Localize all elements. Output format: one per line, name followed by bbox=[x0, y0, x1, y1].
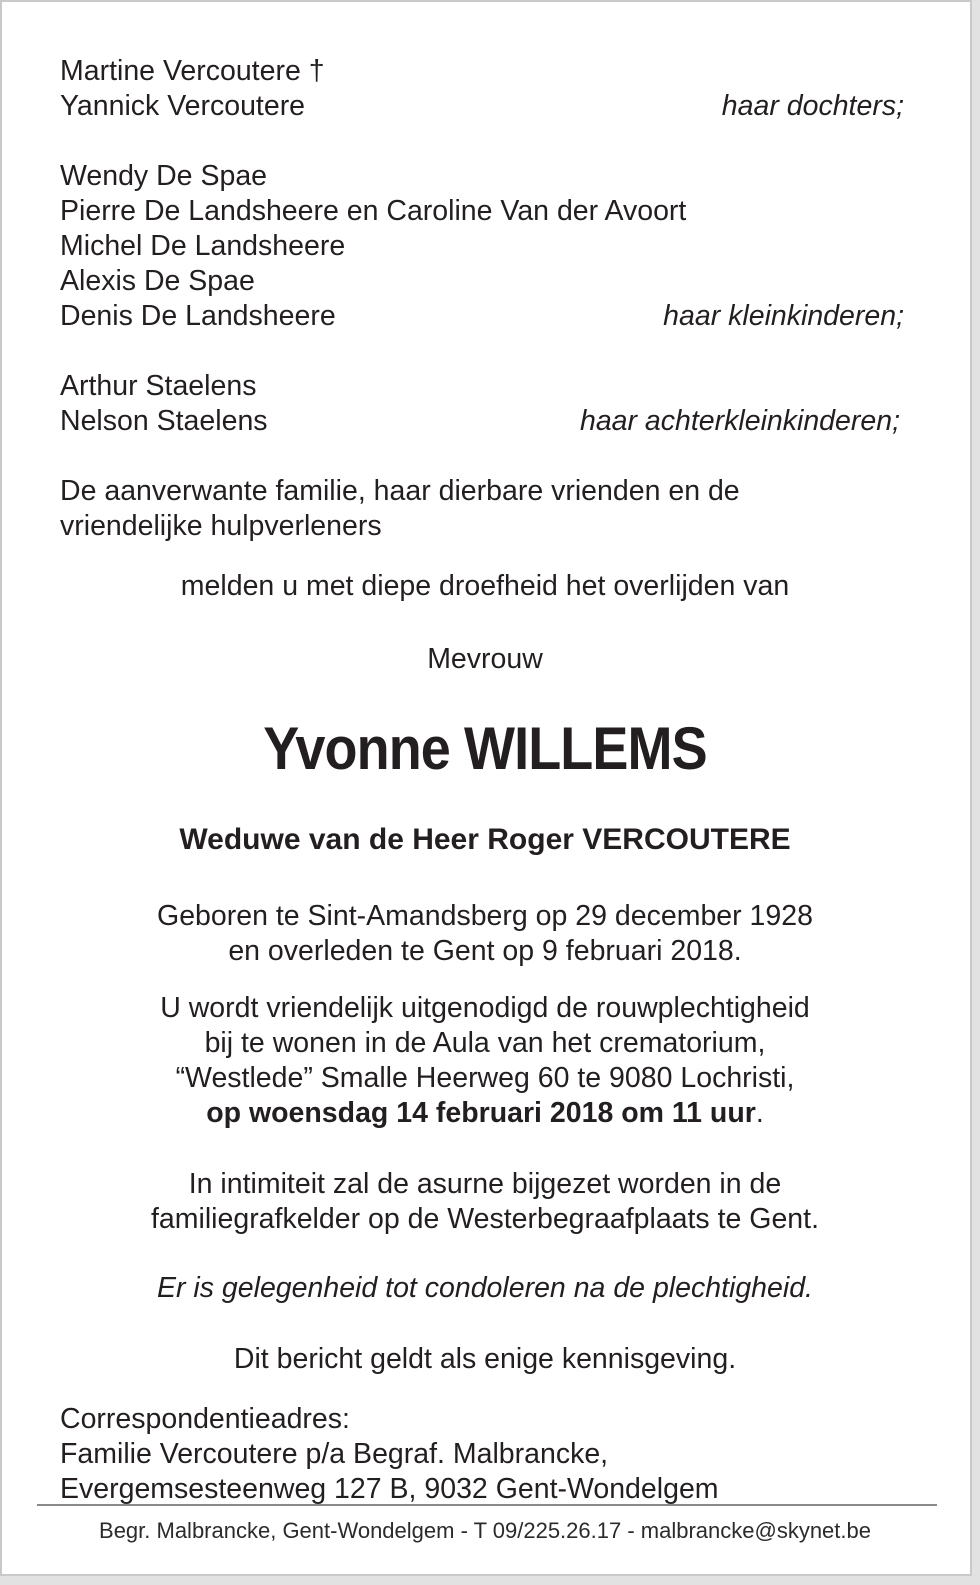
footer-contact: Begr. Malbrancke, Gent-Wondelgem - T 09/225.26.17 - malbrancke@skynet.be bbox=[99, 1518, 871, 1543]
widow-of: Weduwe van de Heer Roger VERCOUTERE bbox=[179, 823, 791, 856]
correspondence-line: Familie Vercoutere p/a Begraf. Malbrancke, bbox=[60, 1438, 609, 1470]
interment-line: familiegrafkelder op de Westerbegraafplaats te Gent. bbox=[150, 1203, 819, 1235]
death-line: en overleden te Gent op 9 februari 2018. bbox=[228, 935, 742, 967]
ceremony-date bbox=[2, 1096, 968, 1131]
great-grandchild-name: Nelson Staelens bbox=[60, 405, 268, 437]
grandchild-name: Wendy De Spae bbox=[60, 160, 268, 192]
deceased-name: Yvonne WILLEMS bbox=[263, 715, 707, 782]
daughter-name: Martine Vercoutere † bbox=[60, 55, 325, 87]
grandchildren-relation: haar kleinkinderen; bbox=[663, 300, 904, 332]
family-line: De aanverwante familie, haar dierbare vrienden en de bbox=[60, 475, 740, 507]
ceremony-date-suffix: . bbox=[755, 1097, 764, 1129]
daughter-name: Yannick Vercoutere bbox=[60, 90, 306, 122]
daughters-relation: haar dochters; bbox=[721, 90, 904, 122]
great-grandchildren-relation: haar achterkleinkinderen; bbox=[579, 405, 900, 437]
family-line: vriendelijke hulpverleners bbox=[60, 510, 382, 542]
birth-line: Geboren te Sint-Amandsberg op 29 december 1928 bbox=[157, 900, 813, 932]
notice: Dit bericht geldt als enige kennisgeving. bbox=[233, 1343, 737, 1375]
condolence-note: Er is gelegenheid tot condoleren na de plechtigheid. bbox=[157, 1272, 813, 1304]
correspondence-line: Evergemsesteenweg 127 B, 9032 Gent-Wondelgem bbox=[60, 1473, 719, 1505]
ceremony-line: bij te wonen in de Aula van het crematorium, bbox=[204, 1027, 766, 1059]
salutation: Mevrouw bbox=[427, 643, 543, 675]
interment-line: In intimiteit zal de asurne bijgezet worden in de bbox=[188, 1168, 782, 1200]
grandchild-name: Michel De Landsheere bbox=[60, 230, 346, 262]
grandchild-name: Pierre De Landsheere en Caroline Van der Avoort bbox=[60, 195, 687, 227]
ceremony-line: “Westlede” Smalle Heerweg 60 te 9080 Lochristi, bbox=[175, 1062, 795, 1094]
announcement: melden u met diepe droefheid het overlijden van bbox=[180, 570, 790, 602]
ceremony-date-bold: op woensdag 14 februari 2018 om 11 uur bbox=[206, 1097, 756, 1129]
grandchild-name: Denis De Landsheere bbox=[60, 300, 336, 332]
footer-divider bbox=[37, 1504, 937, 1506]
grandchild-name: Alexis De Spae bbox=[60, 265, 255, 297]
correspondence-label: Correspondentieadres: bbox=[60, 1403, 350, 1435]
great-grandchild-name: Arthur Staelens bbox=[60, 370, 257, 402]
ceremony-line: U wordt vriendelijk uitgenodigd de rouwplechtigheid bbox=[160, 992, 810, 1024]
